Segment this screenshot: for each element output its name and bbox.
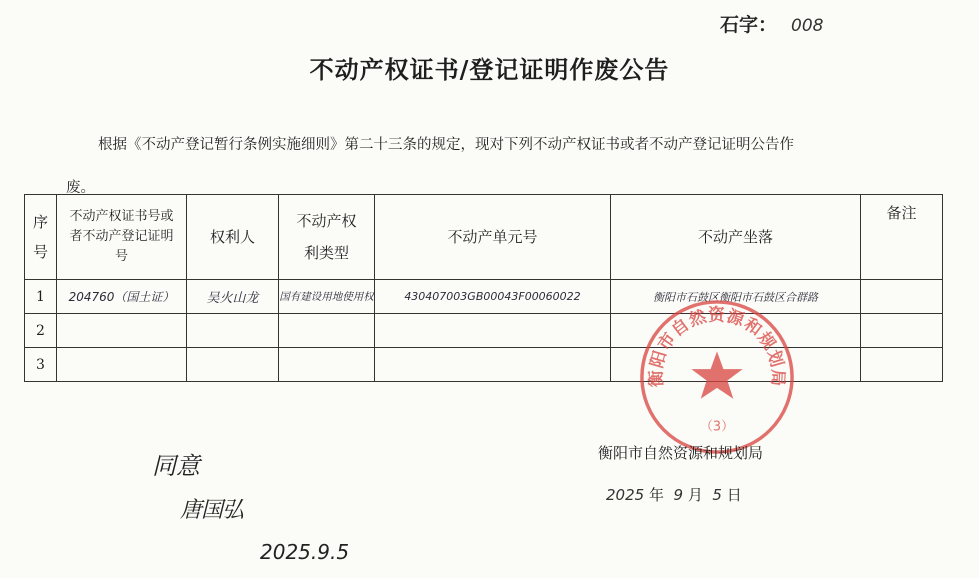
document-number [720, 10, 823, 37]
header-seq: 序号 [25, 195, 57, 280]
approval-date: 2025.9.5 [260, 540, 350, 564]
day-label: 日 [726, 486, 742, 504]
notice-body-line-2: 废。 [66, 180, 95, 196]
cell-remark [861, 348, 943, 382]
issue-day: 5 [712, 486, 722, 504]
cell-unit-no [375, 348, 611, 382]
header-holder: 权利人 [187, 195, 279, 280]
table-row [25, 348, 943, 382]
approval-note: 同意 [152, 452, 200, 480]
table-header-row [25, 195, 943, 280]
cell-holder [187, 348, 279, 382]
month-label: 月 [687, 486, 703, 504]
header-cert-no: 不动产权证书号或者不动产登记证明号 [57, 195, 187, 280]
cell-holder [187, 314, 279, 348]
year-label: 年 [648, 486, 664, 504]
header-remark: 备注 [861, 195, 943, 280]
cell-remark [861, 280, 943, 314]
table-row [25, 314, 943, 348]
issue-date [606, 484, 742, 505]
cell-unit-no: 430407003GB00043F00060022 [375, 280, 611, 314]
issue-month: 9 [673, 486, 684, 504]
cell-seq: 1 [25, 280, 57, 314]
void-certificate-table [24, 194, 943, 382]
cell-cert-no [57, 348, 187, 382]
document-number-label: 石字： [720, 14, 778, 36]
issue-year: 2025 [606, 486, 645, 504]
cell-holder: 吴火山龙 [187, 280, 279, 314]
table-row [25, 280, 943, 314]
seal-star-icon [691, 351, 742, 398]
official-seal-stamp [638, 298, 796, 456]
cell-right-type [279, 348, 375, 382]
issuing-authority: 衡阳市自然资源和规划局 [598, 444, 764, 462]
cell-unit-no [375, 314, 611, 348]
seal-text: 衡阳市自然资源和规划局 [645, 304, 789, 388]
cell-right-type [279, 314, 375, 348]
cell-cert-no [57, 314, 187, 348]
header-location: 不动产坐落 [611, 195, 861, 280]
document-number-value: 008 [791, 16, 824, 36]
cell-location: 衡阳市石鼓区衡阳市石鼓区合群路 [611, 280, 861, 314]
approver-signature: 唐国弘 [180, 498, 244, 523]
cell-right-type: 国有建设用地使用权 [279, 280, 375, 314]
cell-seq: 3 [25, 348, 57, 382]
cell-seq: 2 [25, 314, 57, 348]
notice-body-line-1: 根据《不动产登记暂行条例实施细则》第二十三条的规定，现对下列不动产权证书或者不动产登记证明公告作 [98, 137, 794, 153]
header-unit-no: 不动产单元号 [375, 195, 611, 280]
page-title: 不动产权证书/登记证明作废公告 [309, 55, 670, 84]
header-right-type: 不动产权利类型 [279, 195, 375, 280]
cell-cert-no: 204760（国土证） [57, 280, 187, 314]
seal-number: （3） [700, 419, 734, 435]
cell-remark [861, 314, 943, 348]
